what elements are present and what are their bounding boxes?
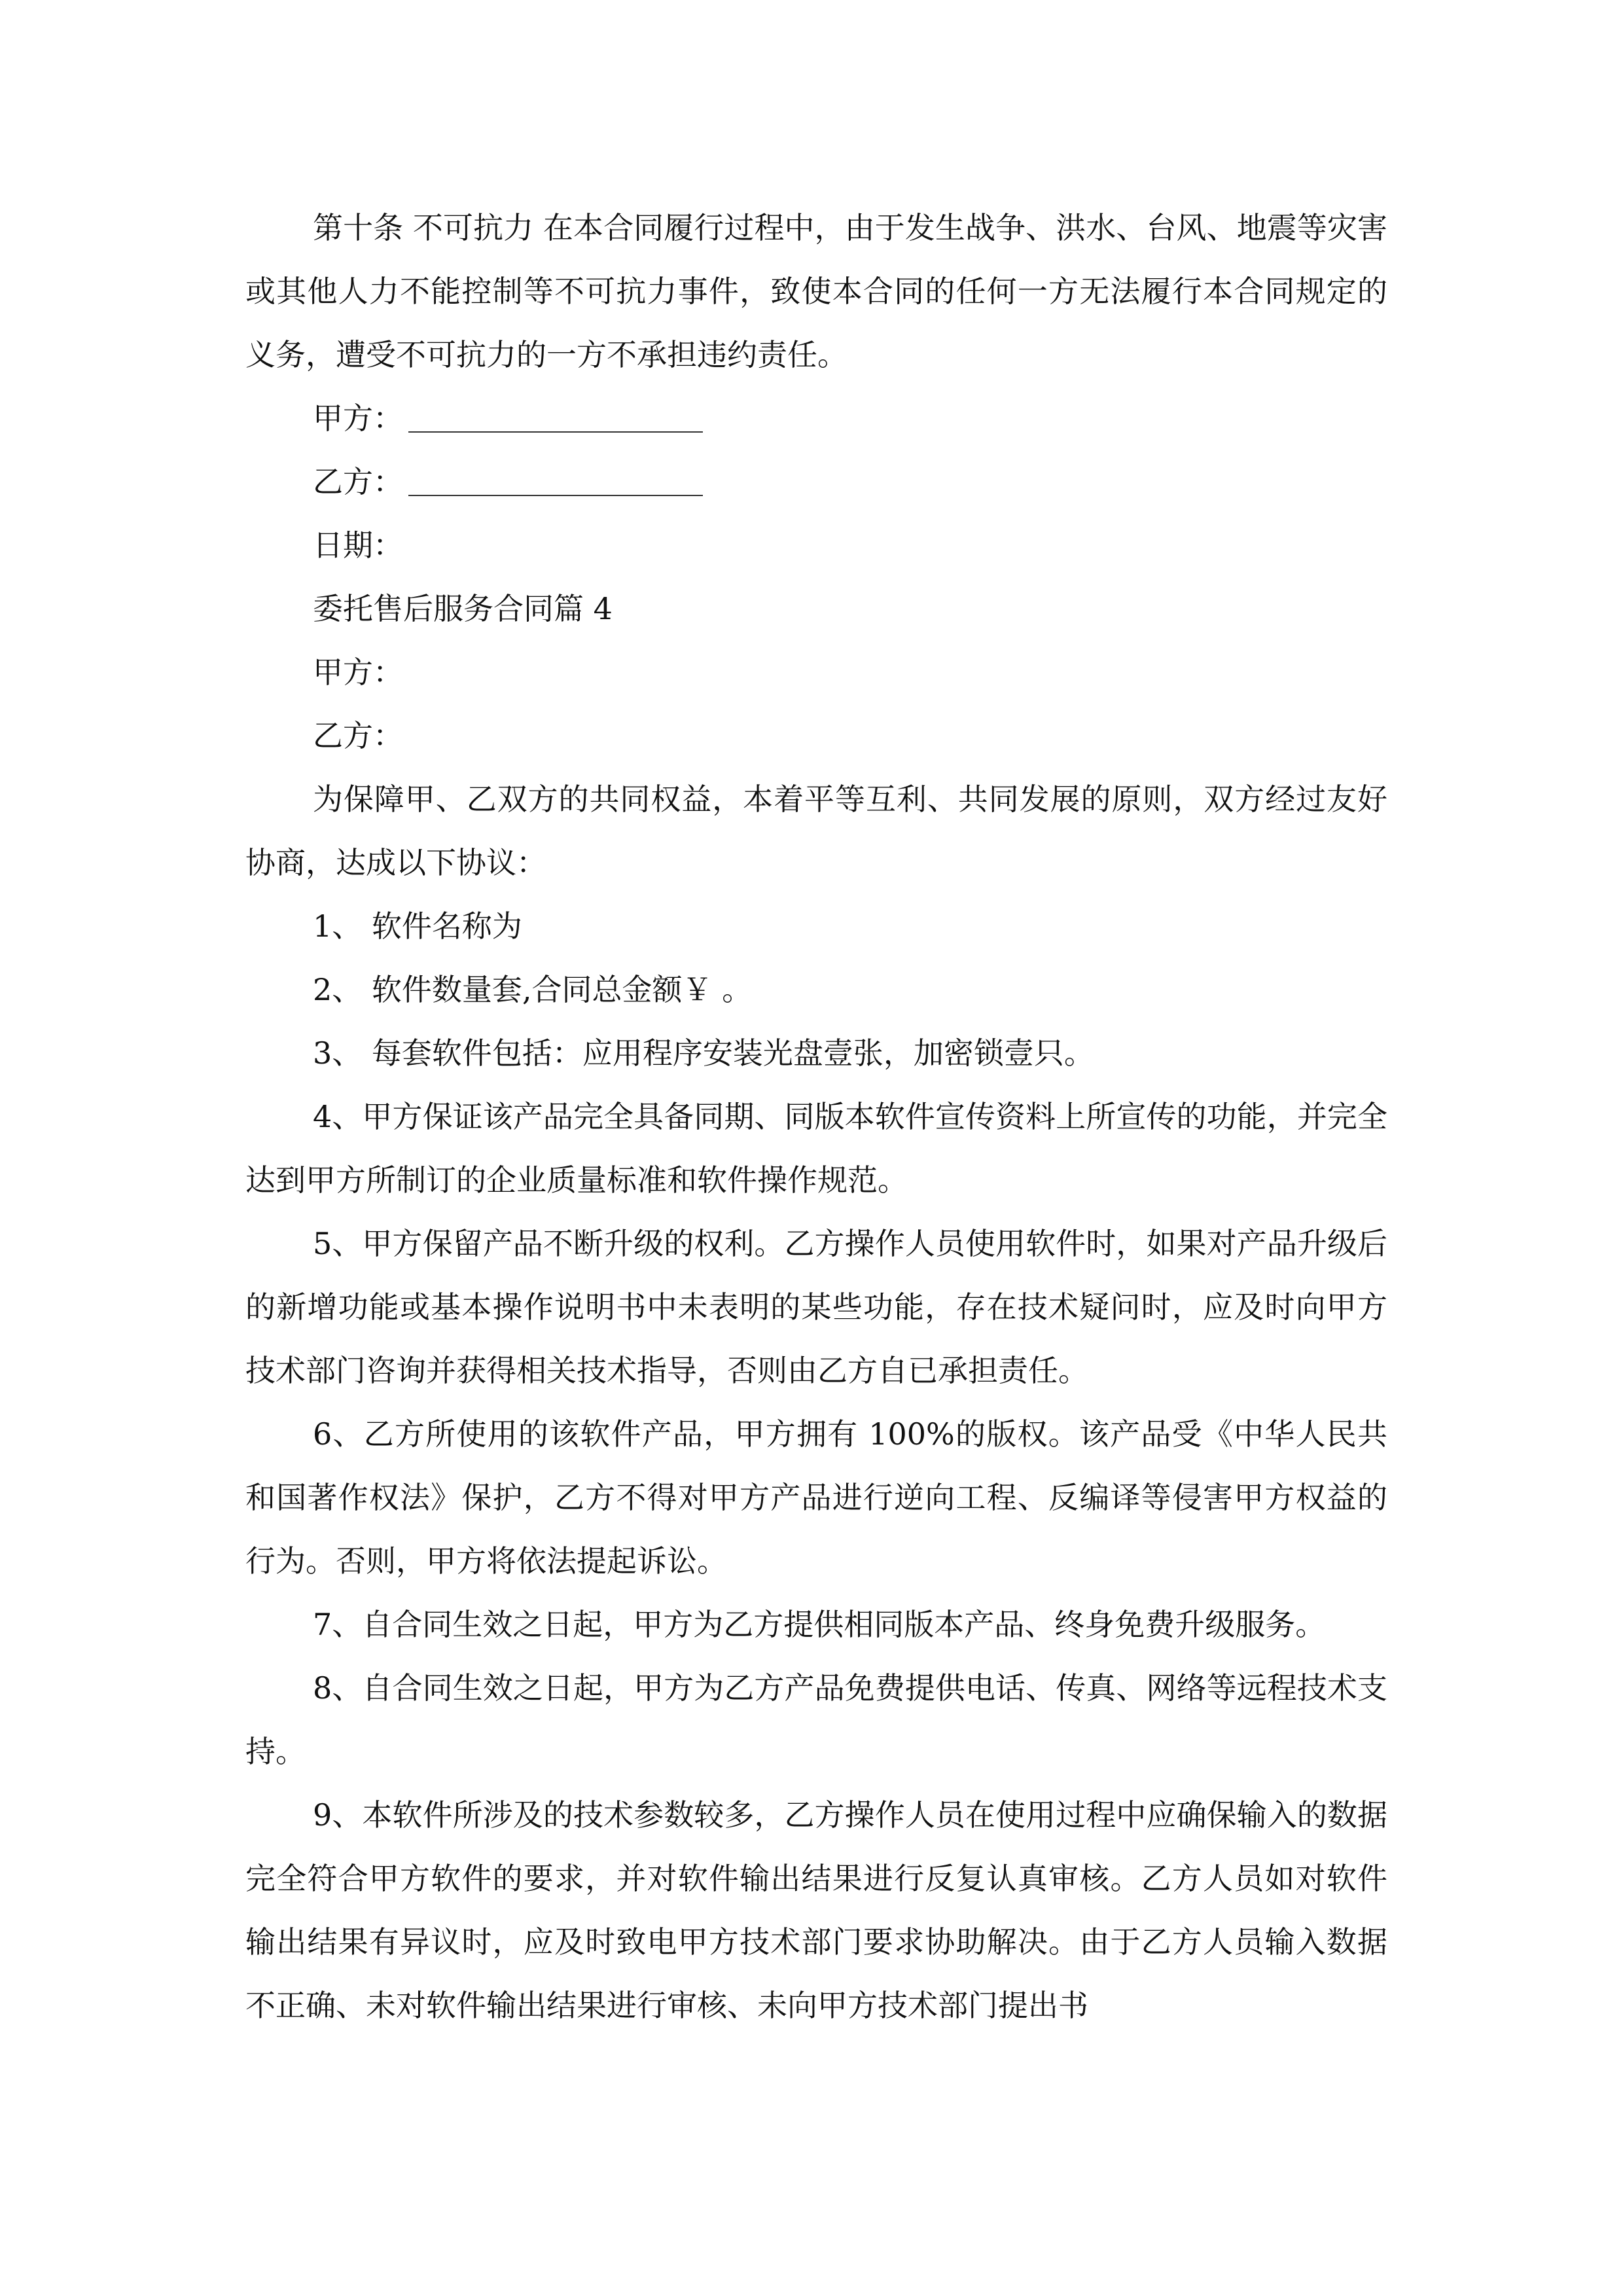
party-a-signature-row xyxy=(245,387,1387,450)
document-body xyxy=(245,196,1387,2037)
item-6: 6、乙方所使用的该软件产品，甲方拥有 100%的版权。该产品受《中华人民共和国著作权法》保护，乙方不得对甲方产品进行逆向工程、反编译等侵害甲方权益的行为。否则，甲方将依法提起诉讼。 xyxy=(245,1416,1387,1579)
preamble: 为保障甲、乙双方的共同权益，本着平等互利、共同发展的原则，双方经过友好协商，达成以下协议： xyxy=(245,781,1387,880)
party-a-signature-line xyxy=(408,405,703,433)
item-8: 8、自合同生效之日起，甲方为乙方产品免费提供电话、传真、网络等远程技术支持。 xyxy=(245,1670,1387,1769)
item-4: 4、甲方保证该产品完全具备同期、同版本软件宣传资料上所宣传的功能，并完全达到甲方所制订的企业质量标准和软件操作规范。 xyxy=(245,1099,1387,1198)
item-1: 1、 软件名称为 xyxy=(313,908,522,944)
party-b-label: 乙方： xyxy=(313,464,403,499)
party-a-label-2: 甲方： xyxy=(313,655,403,690)
item-7: 7、自合同生效之日起，甲方为乙方提供相同版本产品、终身免费升级服务。 xyxy=(313,1607,1326,1642)
section-title: 委托售后服务合同篇 4 xyxy=(313,591,613,626)
party-b-signature-line xyxy=(408,469,703,496)
party-b-signature-row xyxy=(245,450,1387,514)
party-a-label: 甲方： xyxy=(313,401,403,436)
date-label: 日期： xyxy=(313,528,403,563)
item-9: 9、本软件所涉及的技术参数较多，乙方操作人员在使用过程中应确保输入的数据完全符合甲方软件的要求，并对软件输出结果进行反复认真审核。乙方人员如对软件输出结果有异议时，应及时致电甲方技术部门要求协助解决。由于乙方人员输入数据不正确、未对软件输出结果进行审核、未向甲方技术部门提出书 xyxy=(245,1797,1387,2023)
party-b-label-2: 乙方： xyxy=(313,718,403,753)
item-2: 2、 软件数量套,合同总金额￥ 。 xyxy=(313,972,753,1007)
clause-10-force-majeure: 第十条 不可抗力 在本合同履行过程中，由于发生战争、洪水、台风、地震等灾害或其他人力不能控制等不可抗力事件，致使本合同的任何一方无法履行本合同规定的义务，遭受不可抗力的一方不承担违约责任。 xyxy=(245,210,1387,372)
item-5: 5、甲方保留产品不断升级的权利。乙方操作人员使用软件时，如果对产品升级后的新增功能或基本操作说明书中未表明的某些功能，存在技术疑问时，应及时向甲方技术部门咨询并获得相关技术指导，否则由乙方自已承担责任。 xyxy=(245,1226,1387,1388)
item-3: 3、 每套软件包括：应用程序安装光盘壹张，加密锁壹只。 xyxy=(313,1035,1094,1071)
